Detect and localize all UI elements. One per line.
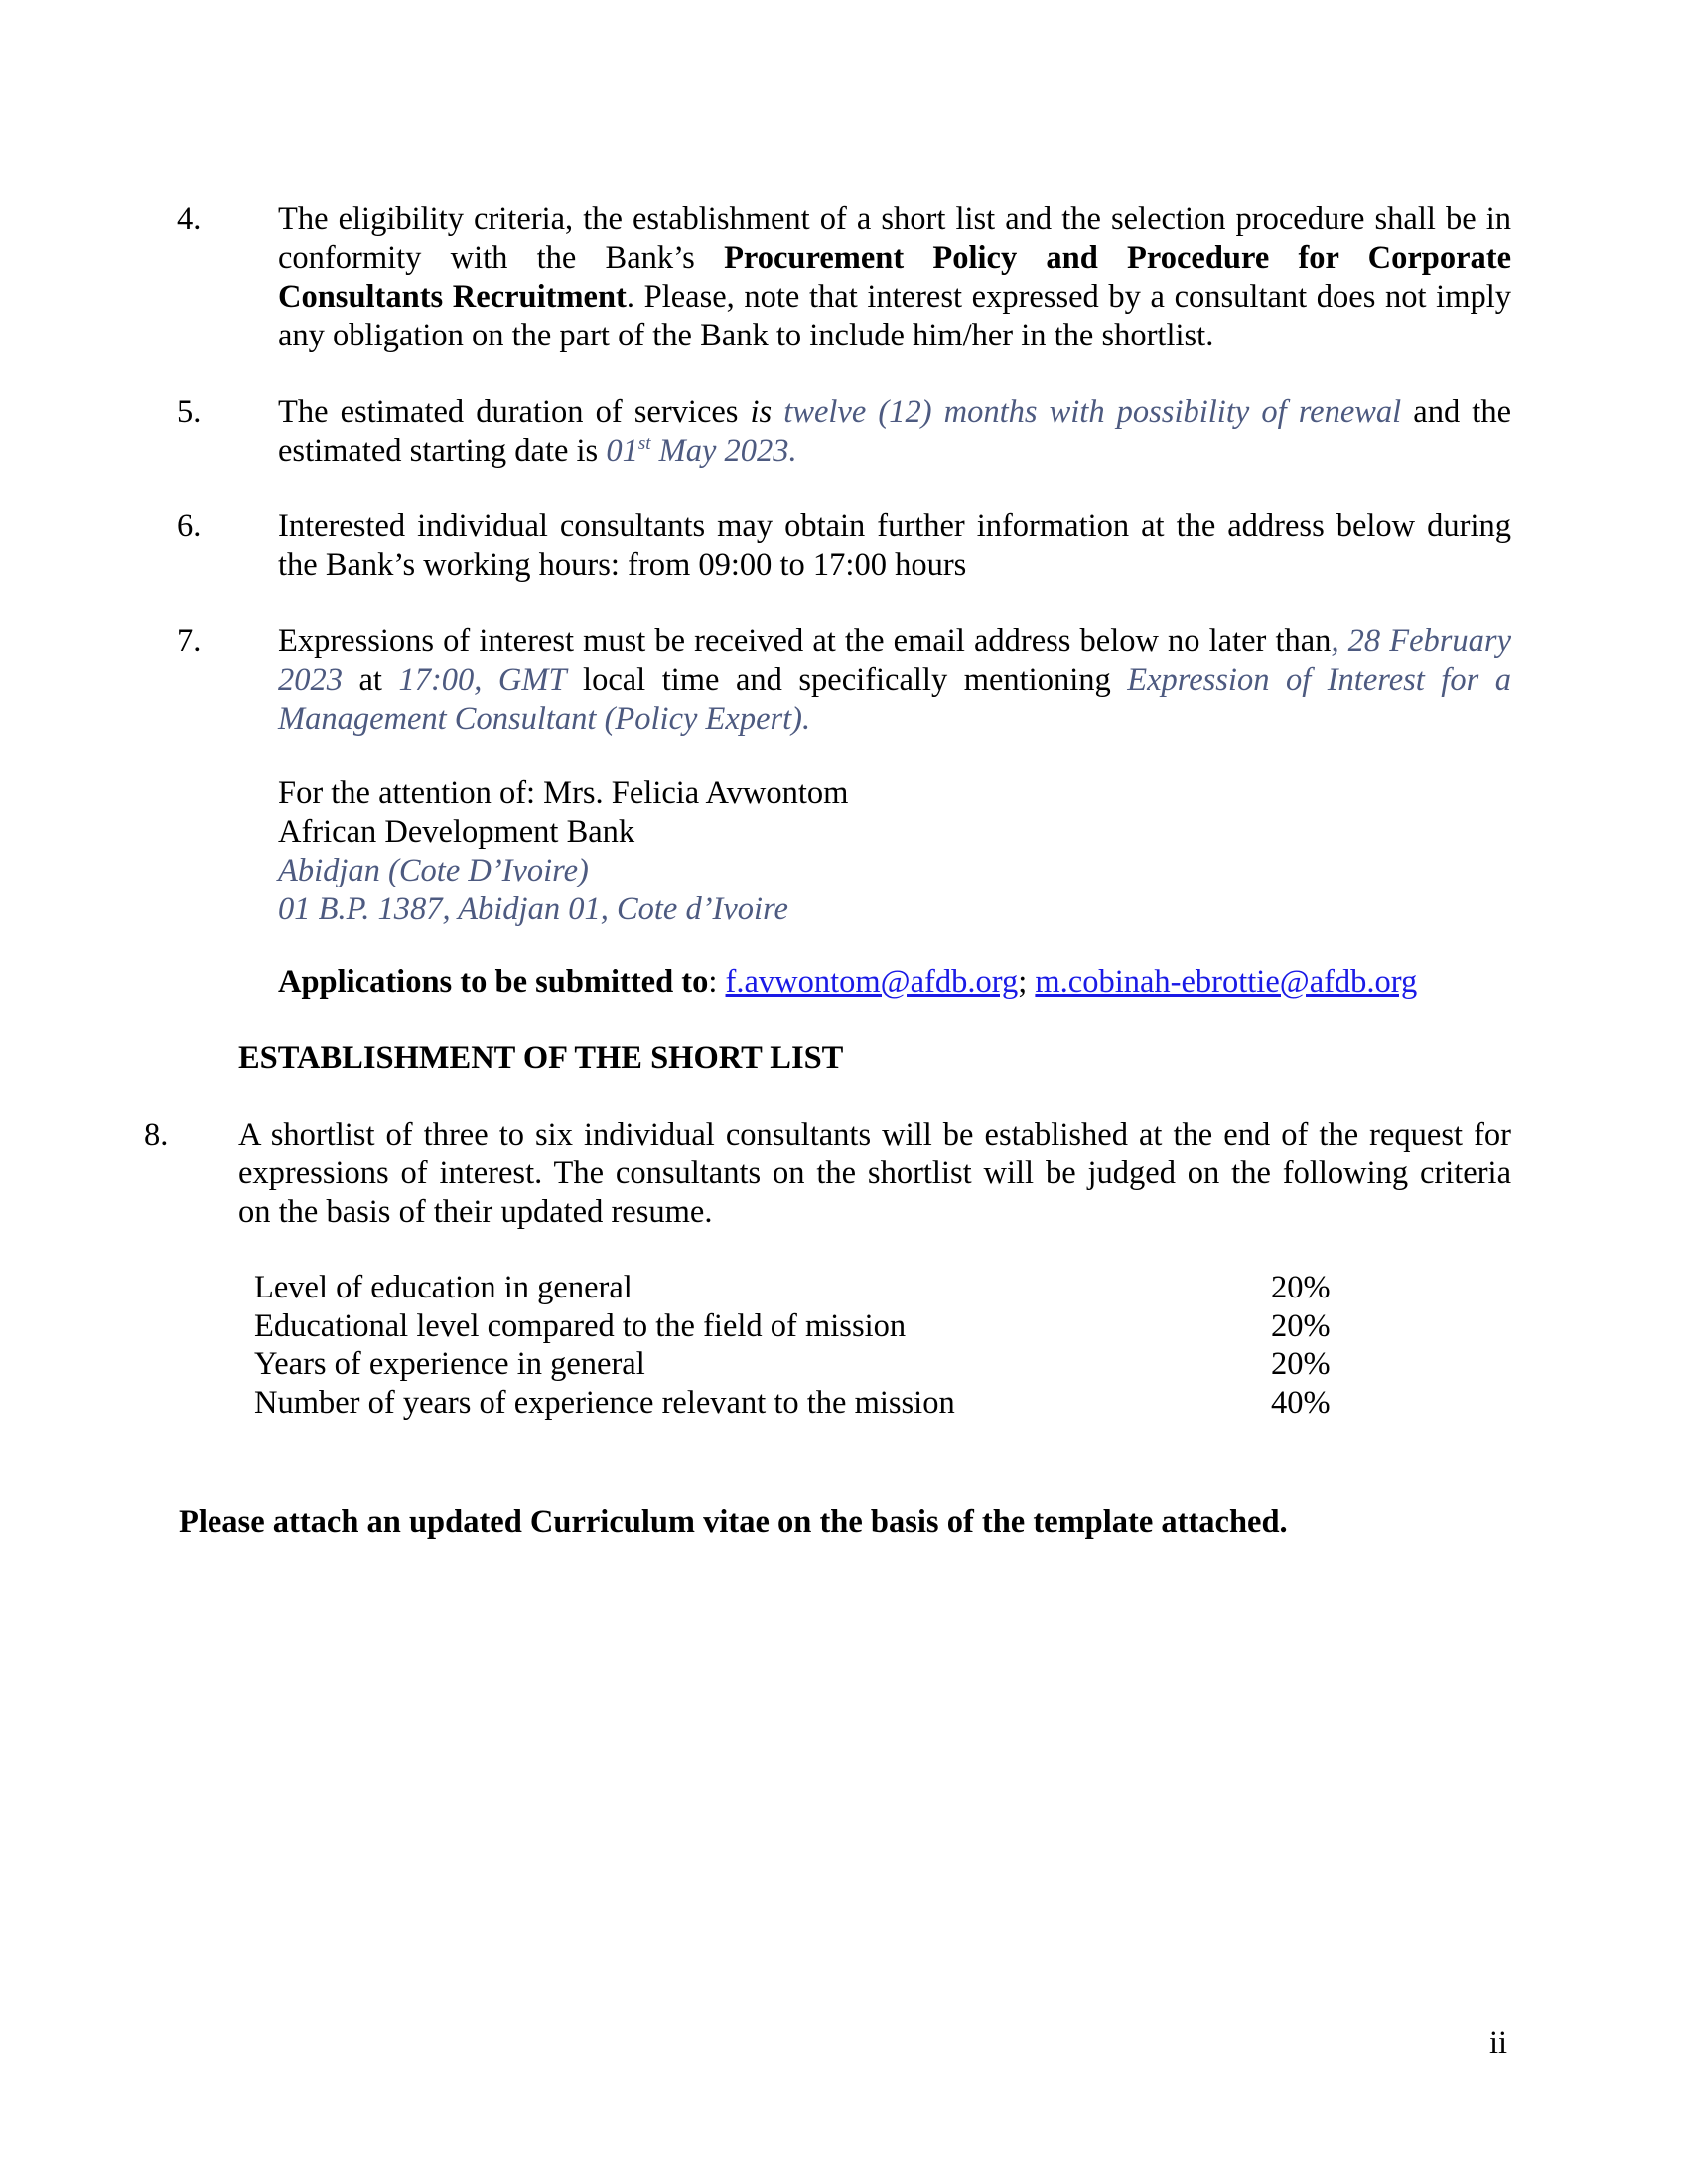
text-line: conformity with the Bank’s Procurement Policy and Procedure for Corporate	[278, 240, 1511, 276]
text-line: the Bank’s working hours: from 09:00 to 17:00 hours	[278, 547, 967, 583]
item-body	[278, 201, 1511, 355]
text-line: expressions of interest. The consultants on the shortlist will be judged on the following criteria	[238, 1156, 1511, 1191]
postal-address: 01 B.P. 1387, Abidjan 01, Cote d’Ivoire	[278, 891, 788, 927]
policy-title: Procurement Policy and Procedure for Corporate	[724, 240, 1511, 276]
text-line: The estimated duration of services is twelve (12) months with possibility of renewal and the	[278, 394, 1512, 430]
criteria-weight: 20%	[1271, 1346, 1331, 1382]
deadline-time: 17:00, GMT	[398, 662, 567, 698]
item-number: 5.	[177, 394, 202, 430]
email-link-cobinah[interactable]: m.cobinah-ebrottie@afdb.org	[1035, 964, 1418, 1000]
item-number: 8.	[144, 1117, 169, 1153]
attention-line: For the attention of: Mrs. Felicia Avwontom	[278, 775, 849, 811]
text-line: 2023 at 17:00, GMT local time and specifically mentioning Expression of Interest for a	[278, 662, 1511, 698]
email-link-avwontom[interactable]: f.avwontom@afdb.org	[725, 964, 1019, 1000]
criteria-row	[254, 1269, 1336, 1307]
applications-label: Applications to be submitted to	[278, 964, 709, 1000]
page-number: ii	[1489, 2025, 1508, 2061]
organization-name: African Development Bank	[278, 814, 635, 850]
text-line: Interested individual consultants may obtain further information at the address below during	[278, 508, 1511, 544]
item-body	[238, 1116, 1511, 1232]
text-line: estimated starting date is 01st May 2023.	[278, 433, 797, 469]
subject-line: Management Consultant (Policy Expert).	[278, 701, 811, 737]
text-line: The eligibility criteria, the establishment of a short list and the selection procedure shall be in	[278, 202, 1511, 237]
start-date: 01st May 2023.	[606, 433, 797, 469]
item-body	[278, 622, 1511, 739]
criteria-weight: 20%	[1271, 1308, 1331, 1344]
item-body	[278, 393, 1511, 471]
city-line: Abidjan (Cote D’Ivoire)	[278, 853, 589, 888]
text-line: any obligation on the part of the Bank to include him/her in the shortlist.	[278, 318, 1214, 353]
text-line: Expressions of interest must be received at the email address below no later than, 28 February	[278, 623, 1512, 659]
item-number: 7.	[177, 623, 202, 659]
deadline-date: , 28 February	[1331, 623, 1512, 659]
criteria-row	[254, 1307, 1336, 1346]
criteria-weight: 40%	[1271, 1385, 1331, 1421]
item-number: 4.	[177, 202, 202, 237]
criteria-weight: 20%	[1271, 1270, 1331, 1305]
subject-line: Expression of Interest for a	[1127, 662, 1511, 698]
text-line: A shortlist of three to six individual consultants will be established at the end of the request for	[238, 1117, 1511, 1153]
policy-title: Consultants Recruitment	[278, 279, 627, 315]
duration-value: twelve (12) months with possibility of renewal	[783, 394, 1402, 430]
text-line: on the basis of their updated resume.	[238, 1194, 713, 1230]
criteria-row	[254, 1345, 1336, 1384]
criteria-label: Level of education in general	[254, 1270, 633, 1305]
address-block	[278, 774, 848, 929]
criteria-label: Number of years of experience relevant to the mission	[254, 1385, 955, 1421]
applications-line: Applications to be submitted to: f.avwontom@afdb.org; m.cobinah-ebrottie@afdb.org	[278, 964, 1418, 1000]
closing-note: Please attach an updated Curriculum vitae on the basis of the template attached.	[179, 1504, 1288, 1540]
criteria-label: Years of experience in general	[254, 1346, 645, 1382]
text-line: Consultants Recruitment. Please, note that interest expressed by a consultant does not imply	[278, 279, 1511, 315]
item-body	[278, 507, 1511, 585]
section-heading: ESTABLISHMENT OF THE SHORT LIST	[238, 1040, 844, 1076]
item-number: 6.	[177, 508, 202, 544]
criteria-row	[254, 1384, 1336, 1423]
criteria-label: Educational level compared to the field of mission	[254, 1308, 907, 1344]
